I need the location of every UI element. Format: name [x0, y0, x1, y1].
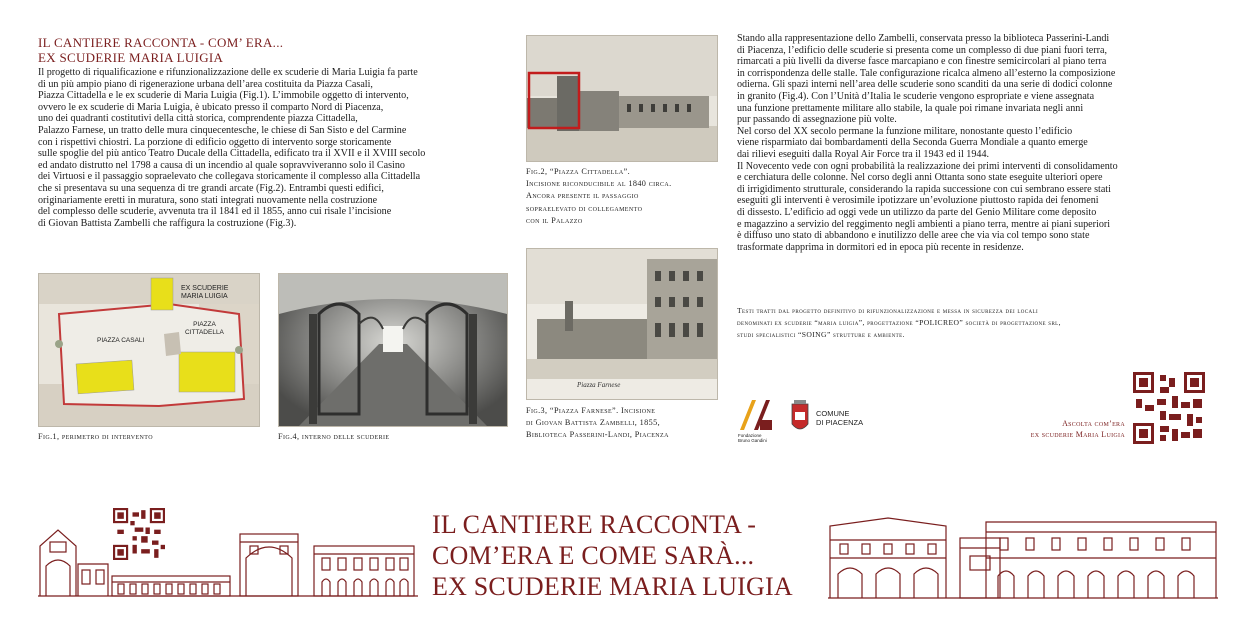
qr-code-icon [1133, 372, 1205, 444]
fig4-interior-image [278, 273, 508, 427]
comune-logo-text: COMUNE DI PIACENZA [816, 409, 864, 427]
fig3-engraving-image [526, 248, 718, 400]
fig3-inscription: Piazza Farnese [577, 381, 621, 389]
listen-label: Ascolta com’era ex scuderie Maria Luigia [1030, 419, 1125, 439]
footer-big-title: IL CANTIERE RACCONTA - COM’ERA E COME SARÀ... EX SCUDERIE MARIA LUIGIA [432, 510, 793, 601]
header-title-line2: EX SCUDERIE MARIA LUIGIA [38, 50, 224, 65]
fig1-map-image [38, 273, 260, 427]
credits-text: Testi tratti dal progetto definitivo di rifunzionalizzazione e messa in sicurezza dei locali denominati ex scuderie “maria luigia”, progettazione “POLICREO” società di progettazione srl, studi specialistici “SOING” strutture e ambiente. [737, 306, 1061, 339]
map-label-piazza-cittadella: PIAZZA CITTADELLA [185, 321, 224, 336]
foundation-logo-icon [738, 398, 774, 432]
fig4-caption: Fig.4, interno delle scuderie [278, 432, 390, 441]
foundation-logo-text: Fondazione Bruno Gandini [738, 433, 767, 443]
intro-paragraph: Il progetto di riqualificazione e rifunzionalizzazione delle ex scuderie di Maria Luigia fa parte di un più ampio piano di rigenerazione urbana dell’area costituita da Piazza Casali, Piazza Cittadella e le ex scuderie di Maria Luigia (Fig.1). L’immobile oggetto di intervento, ovvero le ex scuderie di Maria Luigia, è ubicato presso il comparto Nord di Piacenza, uno dei quadranti costitutivi della città storica, comprendente piazza Cittadella, Palazzo Farnese, un tratto delle mura cinquecentesche, le chiese di San Sisto e del Carmine con i rispettivi chiostri. La porzione di edificio oggetto di intervento sorge storicamente sulle spoglie del più antico Teatro Ducale della Cittadella, edificato tra il XVII e il XVIII secolo ed andato distrutto nel 1798 a causa di un incendio al quale sopravviveranno solo il Casino dei Virtuosi e il passaggio sopraelevato che collegava storicamente il complesso alla Cittadella che si presentava su una sequenza di tre grandi arcate (Fig.2). Entrambi questi edifici, originariamente eretti in muratura, sono stati integrati nuovamente nella costruzione del complesso delle scuderie, avvenuta tra il 1841 ed il 1855, anno cui risale l’incisione di Giovan Battista Zambelli che raffigura la costruzione (Fig.3). [38, 67, 426, 229]
map-label-ex-scuderie: EX SCUDERIE MARIA LUIGIA [181, 285, 229, 300]
interior-vaults-photo [279, 274, 507, 426]
piazza-cittadella-engraving [527, 36, 717, 161]
fig2-caption: Fig.2, “Piazza Cittadella”. Incisione riconducibile al 1840 circa. Ancora presente il passaggio sopraelevato di collegamento con il Palazzo [526, 167, 672, 225]
fig2-engraving-image [526, 35, 718, 162]
qr-code-footer-icon [113, 508, 165, 560]
comune-logo [790, 398, 870, 444]
map-label-piazza-casali: PIAZZA CASALI [97, 337, 145, 344]
foundation-logo [738, 398, 774, 448]
comune-crest-icon [790, 398, 810, 438]
piazza-farnese-engraving [527, 249, 717, 399]
qr-code-footer[interactable] [113, 508, 165, 560]
fig1-caption: Fig.1, perimetro di intervento [38, 432, 153, 441]
footer-buildings-right [828, 514, 1218, 600]
right-paragraph: Stando alla rappresentazione dello Zambelli, conservata presso la biblioteca Passerini-Landi di Piacenza, l’edificio delle scuderie si presenta come un complesso di due piani fuori terra, rimarcati a più livelli da diverse fasce marcapiano e con finestre semicircolari al piano terra in corrispondenza delle stalle. Tale configurazione ricalca almeno all’esterno la composizione odierna. Gli spazi interni nell’area delle scuderie sono scanditi da una serie di dodici colonne in granito (Fig.4). Con l’Unità d’Italia le scuderie vengono espropriate e viene assegnata una funzione prettamente militare allo stabile, la quale poi rimane invariata negli anni pur passando di assegnazione più volte. Nel corso del XX secolo permane la funzione militare, nonostante questo l’edificio viene risparmiato dai bombardamenti della Seconda Guerra Mondiale a quanto emerge dai rilievi eseguiti dalla Royal Air Force tra il 1943 ed il 1944. Il Novecento vede con ogni probabilità la realizzazione dei primi interventi di consolidamento e cerchiatura delle colonne. Nel corso degli anni Ottanta sono state eseguite ulteriori opere di irrigidimento strutturale, considerando la rapida successione con cui sembrano essere stati eseguiti gli interventi è verosimile ipotizzare un’evoluzione piuttosto rapida dei fenomeni di dissesto. L’edificio ad oggi vede un utilizzo da parte del Genio Militare come deposito e magazzino a servizio del reggimento negli ambienti a piano terra, mentre ai piani superiori è diffuso uno stato di abbandono e inutilizzo delle aree che via via col tempo sono state trasformate dapprima in dormitori ed in epoca più recente in residenze. [737, 33, 1118, 253]
fig3-caption: Fig.3, “Piazza Farnese”. Incisione di Giovan Battista Zambelli, 1855, Biblioteca Passerini-Landi, Piacenza [526, 406, 669, 440]
footer-buildings-left [38, 506, 418, 598]
header-title-line1: IL CANTIERE RACCONTA - COM’ ERA... [38, 35, 284, 50]
qr-code-listen[interactable] [1133, 372, 1205, 444]
